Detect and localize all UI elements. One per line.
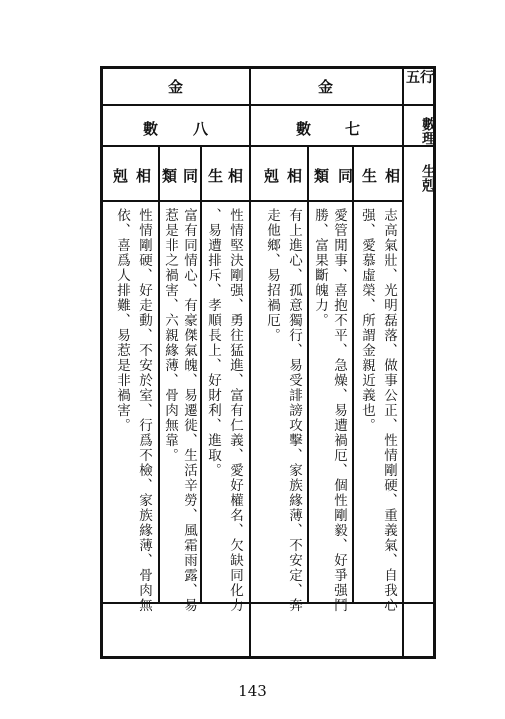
- divider-left-1: [158, 145, 160, 602]
- right-label-sheng: 生: [362, 167, 378, 185]
- left-header: 金: [168, 78, 184, 96]
- right-sheng-xiang-line-1: 志高氣壯、光明磊落、做事公正、性情剛硬、重義氣、自我心: [381, 208, 397, 613]
- right-label-xiang: 相: [385, 167, 401, 185]
- rule-labels: [100, 200, 403, 202]
- right-number-prefix: 數: [296, 120, 312, 138]
- rule-header: [100, 104, 436, 106]
- right-label-xiang2: 相: [287, 167, 303, 185]
- left-tong-lei-line-2: 惹是非之禍害、六親緣薄、骨肉無靠。: [162, 208, 178, 463]
- right-header: 金: [318, 78, 334, 96]
- right-label-tong: 同: [338, 167, 354, 185]
- right-number: 七: [345, 120, 361, 138]
- right-label-ke: 剋: [264, 167, 280, 185]
- divider-left-2: [200, 145, 202, 602]
- left-label-tong: 同: [183, 167, 199, 185]
- right-tong-lei-line-2: 勝、富果斷魄力。: [312, 208, 328, 328]
- right-label-lei: 類: [314, 167, 330, 185]
- right-sheng-xiang-line-2: 强、愛慕虛榮、所謂金親近義也。: [359, 208, 375, 433]
- side-subtitle: 數理: [420, 117, 436, 145]
- divider-side: [402, 66, 404, 659]
- left-label-xiang: 相: [228, 167, 244, 185]
- divider-center: [249, 66, 251, 659]
- divider-right-1: [307, 145, 309, 602]
- side-title: 五行: [406, 70, 434, 86]
- page-number: 143: [238, 682, 267, 700]
- left-xiang-ke-line-2: 依、喜爲人排難、易惹是非禍害。: [114, 208, 130, 433]
- left-label-xiang2: 相: [136, 167, 152, 185]
- left-label-ke: 剋: [113, 167, 129, 185]
- left-tong-lei-line-1: 富有同情心、有豪傑氣魄、易遷徙、生活辛勞、風霜雨露、易: [181, 208, 197, 613]
- divider-right-2: [352, 145, 354, 602]
- left-number-prefix: 數: [143, 120, 159, 138]
- rule-number: [100, 145, 436, 147]
- left-number: 八: [193, 120, 209, 138]
- left-sheng-xiang-line-2: 、易遭排斥、孝順長上、好財利、進取。: [205, 208, 221, 478]
- left-label-sheng: 生: [208, 167, 224, 185]
- right-tong-lei-line-1: 愛管閒事、喜抱不平、急燥、易遭禍厄、個性剛毅、好爭强鬥: [331, 208, 347, 613]
- right-xiang-ke-line-2: 走他鄉、易招禍厄。: [264, 208, 280, 343]
- side-section: 生剋: [420, 164, 436, 192]
- left-label-lei: 類: [162, 167, 178, 185]
- left-sheng-xiang-line-1: 性情堅決剛强、勇往猛進、富有仁義、愛好權名、欠缺同化力: [227, 208, 243, 613]
- left-xiang-ke-line-1: 性情剛硬、好走動、不安於室、行爲不檢、家族緣薄、骨肉無: [136, 208, 152, 613]
- right-xiang-ke-line-1: 有上進心、孤意獨行、易受誹謗攻擊、家族緣薄、不安定、奔: [286, 208, 302, 613]
